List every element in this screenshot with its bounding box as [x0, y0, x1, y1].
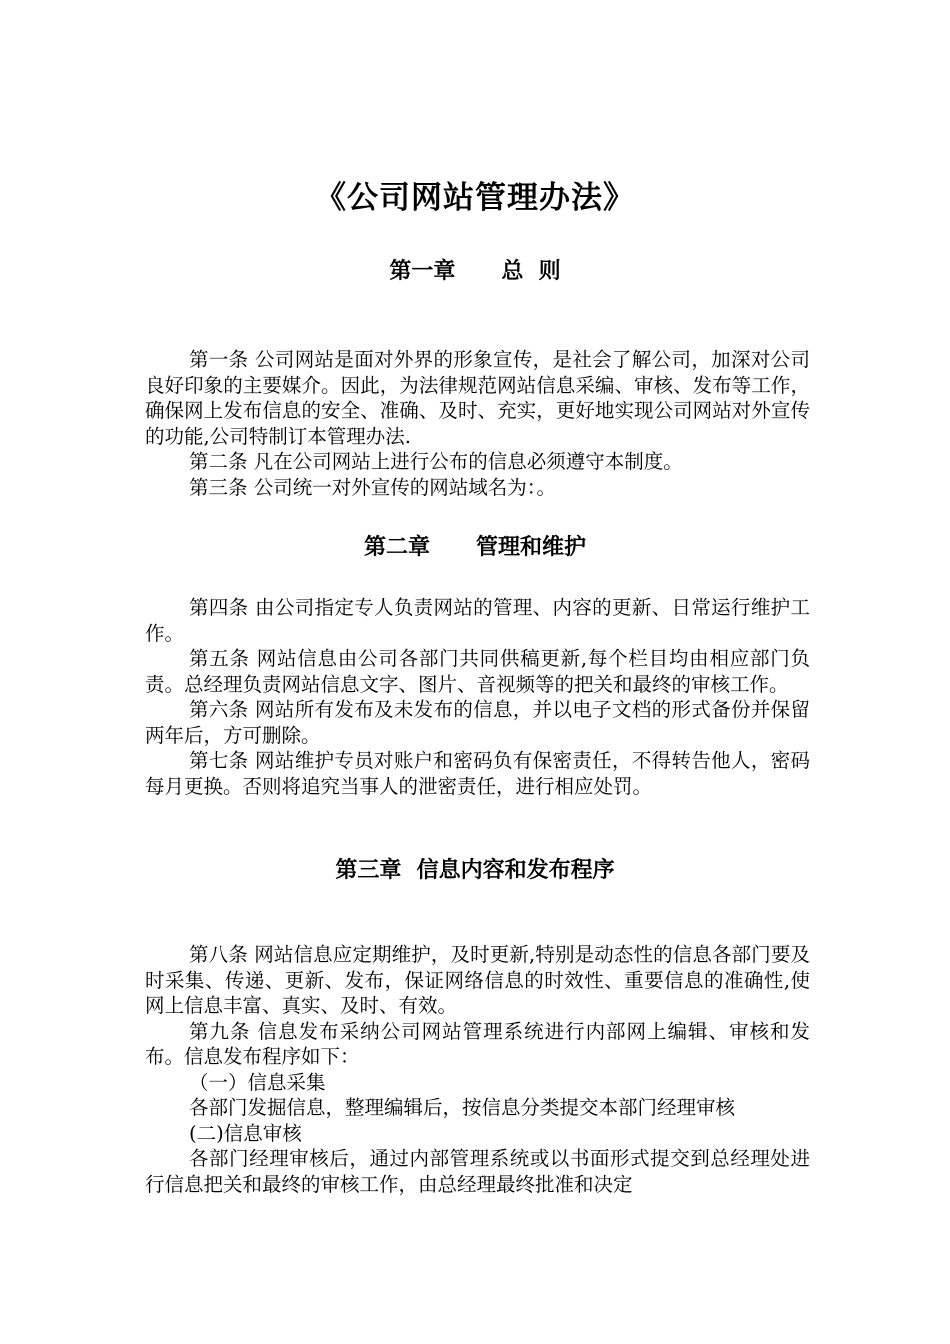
info-collection-text: 各部门发掘信息，整理编辑后，按信息分类提交本部门经理审核: [189, 1096, 736, 1119]
article-9: 第九条 信息发布采纳公司网站管理系统进行内部网上编辑、审核和发布。信息发布程序如下：: [145, 1019, 810, 1068]
article-6: 第六条 网站所有发布及未发布的信息，并以电子文档的形式备份并保留两年后，方可删除。: [145, 698, 810, 747]
document-title: 《公司网站管理办法》: [315, 180, 635, 216]
article-7: 第七条 网站维护专员对账户和密码负有保密责任，不得转告他人，密码每月更换。否则将追究当事人的泄密责任，进行相应处罚。: [145, 749, 810, 798]
article-4: 第四条 由公司指定专人负责网站的管理、内容的更新、日常运行维护工作。: [145, 596, 810, 645]
sub-heading-info-review: (二)信息审核: [189, 1121, 302, 1145]
chapter-3-body: [145, 942, 810, 1197]
article-3: 第三条 公司统一对外宣传的网站域名为：。: [189, 475, 556, 499]
article-5: 第五条 网站信息由公司各部门共同供稿更新,每个栏目均由相应部门负责。总经理负责网站信息文字、图片、音视频等的把关和最终的审核工作。: [145, 647, 810, 696]
chapter-heading-1: 第一章 总 则: [389, 259, 561, 284]
article-1: 第一条 公司网站是面对外界的形象宣传，是社会了解公司，加深对公司良好印象的主要媒介。因此，为法律规范网站信息采编、审核、发布等工作，确保网上发布信息的安全、准确、及时、充实，更好地实现公司网站对外宣传的功能,公司特制订本管理办法.: [145, 348, 810, 448]
info-review-text: 各部门经理审核后，通过内部管理系统或以书面形式提交到总经理处进行信息把关和最终的审核工作，由总经理最终批准和决定: [145, 1147, 810, 1196]
chapter-heading-2: 第二章 管理和维护: [364, 535, 586, 560]
article-2: 第二条 凡在公司网站上进行公布的信息必须遵守本制度。: [189, 450, 683, 473]
chapter-2-body: [145, 595, 810, 799]
chapter-1-body: [145, 347, 810, 500]
article-8: 第八条 网站信息应定期维护，及时更新,特别是动态性的信息各部门要及时采集、传递、更新、发布，保证网络信息的时效性、重要信息的准确性,使网上信息丰富、真实、及时、有效。: [145, 943, 810, 1017]
chapter-heading-3: 第三章 信息内容和发布程序: [335, 858, 615, 883]
sub-heading-info-collection: （一）信息采集: [189, 1070, 326, 1094]
